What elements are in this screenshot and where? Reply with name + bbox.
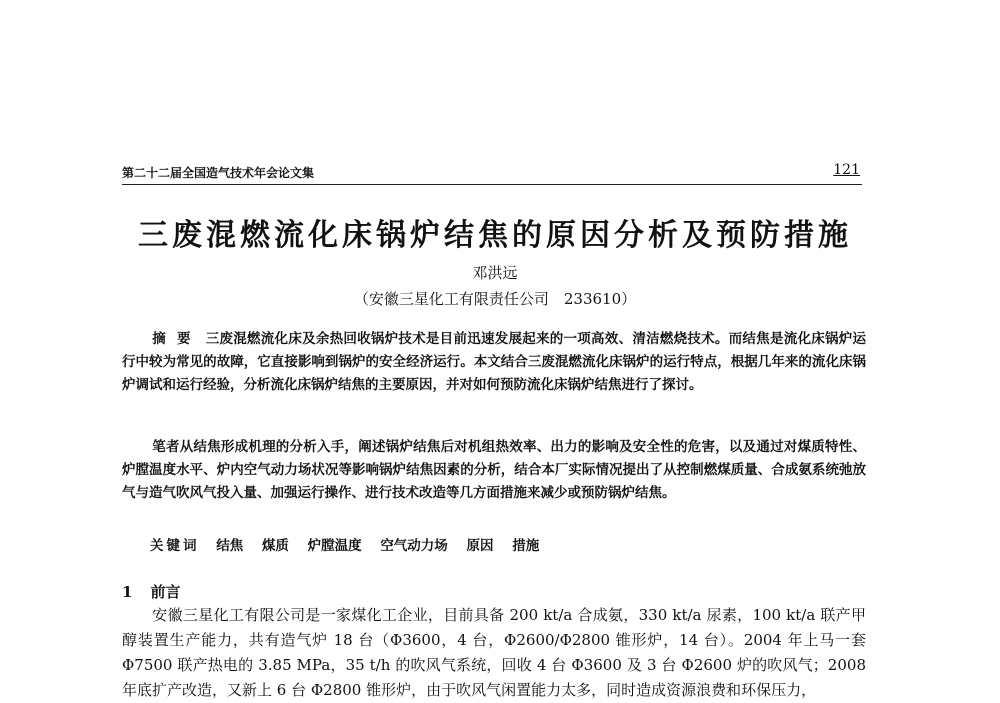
keyword: 空气动力场 [380,538,448,554]
section-body-text: 安徽三星化工有限公司是一家煤化工企业，目前具备 200 kt/a 合成氨，330 kt/a 尿素，100 kt/a 联产甲醇装置生产能力，共有造气炉 18 台（Φ3600，4 台，Φ2600/Φ2800 锥形炉，14 台）。2004 年上马一套 Φ7500 联产热电的 3.85 MPa，35 t/h 的吹风气系统，回收 4 台 Φ3600 及 3 台 Φ2600 炉的吹风气；2008 年底扩产改造，又新上 6 台 Φ2800 锥形炉，由于吹风气闲置能力太多，同时造成资源浪费和环保压力， [122,606,866,699]
keywords-label: 关键词 [150,538,200,554]
abstract-paragraph-1 [122,328,866,397]
section-heading [122,581,180,602]
affiliation: （安徽三星化工有限责任公司 233610） [353,290,637,308]
section-title: 前言 [150,583,181,601]
abstract-label: 摘 要 [152,331,194,347]
keyword: 原因 [466,538,494,554]
page-number: 121 [833,162,860,178]
keyword: 结焦 [216,538,244,554]
abstract-paragraph-2 [122,436,866,505]
abstract-text-1: 三废混燃流化床及余热回收锅炉技术是目前迅速发展起来的一项高效、清洁燃烧技术。而结焦是流化床锅炉运行中较为常见的故障，它直接影响到锅炉的安全经济运行。本文结合三废混燃流化床锅炉的运行特点，根据几年来的流化床锅炉调试和运行经验，分析流化床锅炉结焦的主要原因，并对如何预防流化床锅炉结焦进行了探讨。 [122,331,867,393]
keywords [150,534,553,554]
author: 邓洪远 [472,264,518,282]
section-number: 1 [122,583,133,601]
abstract-text-2: 笔者从结焦形成机理的分析入手，阐述锅炉结焦后对机组热效率、出力的影响及安全性的危害，以及通过对煤质特性、炉膛温度水平、炉内空气动力场状况等影响锅炉结焦因素的分析，结合本厂实际情况提出了从控制燃煤质量、合成氨系统弛放气与造气吹风气投入量、加强运行操作、进行技术改造等几方面措施来减少或预防锅炉结焦。 [122,439,866,501]
running-header [122,162,862,185]
running-title: 第二十二届全国造气技术年会论文集 [122,166,315,180]
section-body [122,603,866,703]
keyword: 煤质 [261,538,289,554]
keyword: 措施 [512,538,540,554]
keyword: 炉膛温度 [307,538,362,554]
paper-title: 三废混燃流化床锅炉结焦的原因分析及预防措施 [138,218,852,253]
